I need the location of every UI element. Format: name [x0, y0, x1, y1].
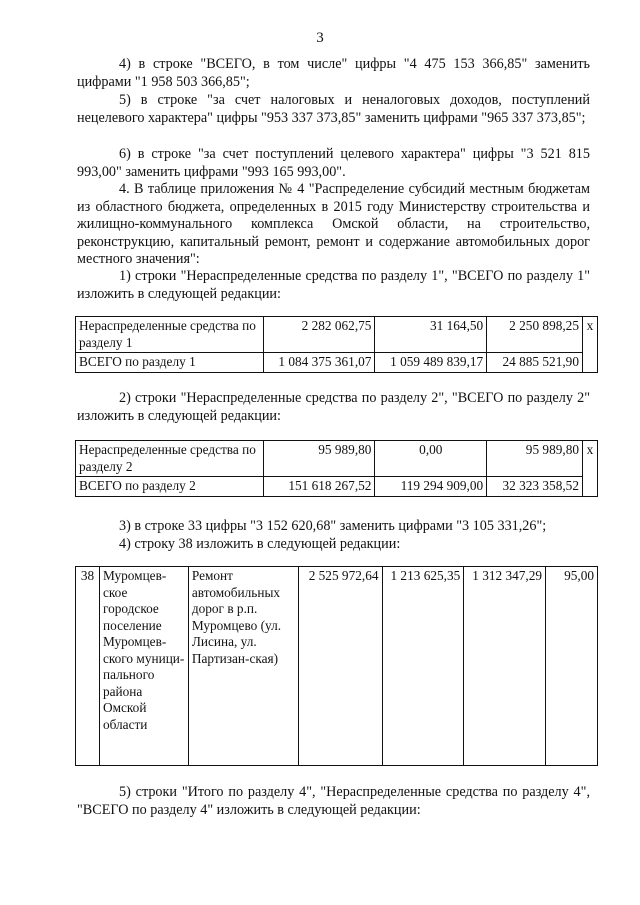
paragraph-subitem-3: 3) в строке 33 цифры "3 152 620,68" заменить цифрами "3 105 331,26"; [119, 518, 547, 534]
table-cell: 32 323 358,52 [487, 477, 583, 497]
table-cell: 2 525 972,64 [298, 567, 382, 766]
table-row-38 [75, 566, 598, 766]
paragraph-subitem-2: 2) строки "Нераспределенные средства по разделу 2", "ВСЕГО по разделу 2" изложить в следующей редакции: [77, 390, 590, 424]
table-cell: 119 294 909,00 [375, 477, 487, 497]
table-cell: ВСЕГО по разделу 2 [76, 477, 264, 497]
table-cell: 24 885 521,90 [487, 353, 583, 373]
table-cell: Муромцев-ское городское поселение Муромцев-ского муници-пального района Омской области [99, 567, 188, 766]
table-row [76, 353, 598, 373]
page-number: 3 [316, 30, 324, 46]
table-cell: 2 282 062,75 [263, 317, 375, 353]
table-cell: Ремонт автомобильных дорог в р.п. Муромцево (ул. Лисина, ул. Партизан-ская) [188, 567, 298, 766]
table-cell: x [582, 441, 597, 497]
paragraph-item-4: 4) в строке "ВСЕГО, в том числе" цифры "4 475 153 366,85" заменить цифрами "1 958 503 366,85"; [77, 56, 590, 90]
table-cell: 1 213 625,35 [382, 567, 464, 766]
table-row [76, 477, 598, 497]
table-cell: 95,00 [546, 567, 598, 766]
paragraph-item-5: 5) в строке "за счет налоговых и неналоговых доходов, поступлений нецелевого характера" цифры "953 337 373,85" заменить цифрами "965 337 373,85"; [77, 92, 590, 126]
table-section-1 [75, 316, 598, 373]
table-cell: x [582, 317, 597, 373]
table-cell: 95 989,80 [263, 441, 375, 477]
table-cell: ВСЕГО по разделу 1 [76, 353, 264, 373]
table-cell: 2 250 898,25 [487, 317, 583, 353]
table-cell: 1 312 347,29 [464, 567, 546, 766]
table-row [76, 317, 598, 353]
table-cell: 38 [76, 567, 100, 766]
table-cell: 1 084 375 361,07 [263, 353, 375, 373]
table-cell: 95 989,80 [487, 441, 583, 477]
table-row [76, 567, 598, 766]
paragraph-item-6: 6) в строке "за счет поступлений целевого характера" цифры "3 521 815 993,00" заменить цифрами "993 165 993,00". [77, 146, 590, 180]
table-section-2 [75, 440, 598, 497]
table-cell: Нераспределенные средства по разделу 2 [76, 441, 264, 477]
table-cell: 151 618 267,52 [263, 477, 375, 497]
table-cell: 0,00 [375, 441, 487, 477]
table-cell: 31 164,50 [375, 317, 487, 353]
paragraph-subitem-5: 5) строки "Итого по разделу 4", "Нераспределенные средства по разделу 4", "ВСЕГО по разделу 4" изложить в следующей редакции: [77, 784, 590, 818]
table-row [76, 441, 598, 477]
paragraph-section-4: 4. В таблице приложения № 4 "Распределение субсидий местным бюджетам из областного бюджета, определенных в 2015 году Министерству строительства и жилищно-коммунального комплекса Омской области, на строительство, реконструкцию, капитальный ремонт, ремонт и содержание автомобильных дорог местного значения": [77, 181, 590, 268]
paragraph-subitem-4: 4) строку 38 изложить в следующей редакции: [119, 536, 401, 552]
table-cell: 1 059 489 839,17 [375, 353, 487, 373]
paragraph-subitem-1: 1) строки "Нераспределенные средства по разделу 1", "ВСЕГО по разделу 1" изложить в следующей редакции: [77, 268, 590, 302]
table-cell: Нераспределенные средства по разделу 1 [76, 317, 264, 353]
